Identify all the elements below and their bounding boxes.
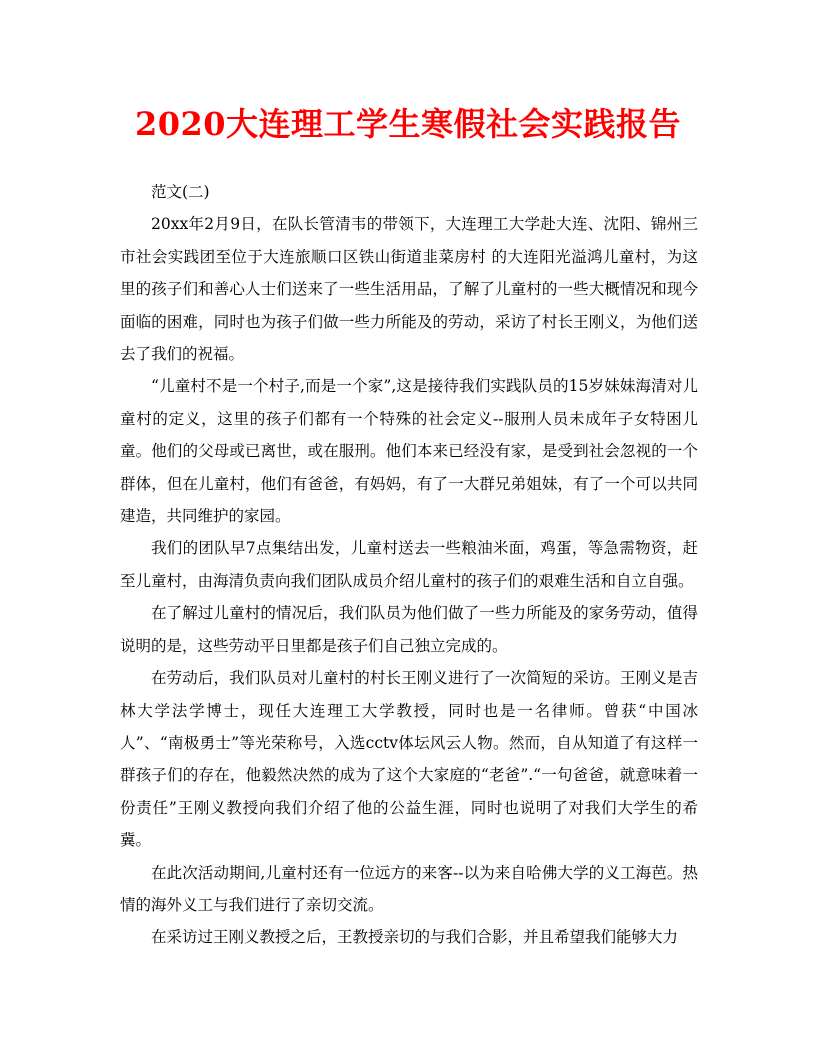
paragraph-departure: 我们的团队早7点集结出发，儿童村送去一些粮油米面，鸡蛋，等急需物资，赶至儿童村，由海清负责向我们团队成员介绍儿童村的孩子们的艰难生活和自立自强。 (120, 539, 698, 590)
document-title: 2020大连理工学生寒假社会实践报告 (134, 105, 682, 143)
paragraph-sample-label: 范文(二) (151, 183, 210, 201)
paragraph-interview: 在劳动后，我们队员对儿童村的村长王刚义进行了一次简短的采访。王刚义是吉林大学法学博士，现任大连理工大学教授，同时也是一名律师。曾获“中国冰人”、“南极勇士”等光荣称号，入选cctv体坛风云人物。然而，自从知道了有这样一群孩子们的存在，他毅然决然的成为了这个大家庭的“老爸”.“一句爸爸，就意味着一份责任”王刚义教授向我们介绍了他的公益生涯，同时也说明了对我们大学生的希冀。 (120, 669, 698, 850)
paragraph-group-photo: 在采访过王刚义教授之后，王教授亲切的与我们合影，并且希望我们能够大力 (151, 928, 679, 947)
document-body (120, 176, 698, 954)
paragraph-volunteer: 在此次活动期间,儿童村还有一位远方的来客--以为来自哈佛大学的义工海芭。热情的海外义工与我们进行了亲切交流。 (120, 863, 698, 914)
paragraph-housework: 在了解过儿童村的情况后，我们队员为他们做了一些力所能及的家务劳动，值得说明的是，这些劳动平日里都是孩子们自己独立完成的。 (120, 604, 698, 655)
paragraph-village-definition: “儿童村不是一个村子,而是一个家”,这是接待我们实践队员的15岁妹妹海清对儿童村的定义，这里的孩子们都有一个特殊的社会定义--服刑人员未成年子女特困儿童。他们的父母或已离世，或在服刑。他们本来已经没有家，是受到社会忽视的一个群体，但在儿童村，他们有爸爸，有妈妈，有了一大群兄弟姐妹，有了一个可以共同建造，共同维护的家园。 (120, 377, 698, 526)
paragraph-intro: 20xx年2月9日，在队长管清韦的带领下，大连理工大学赴大连、沈阳、锦州三市社会实践团至位于大连旅顺口区铁山街道韭菜房村 的大连阳光溢鸿儿童村，为这里的孩子们和善心人士们送来了一些生活用品，了解了儿童村的一些大概情况和现今面临的困难，同时也为孩子们做一些力所能及的劳动，采访了村长王刚义，为他们送去了我们的祝福。 (120, 215, 698, 364)
